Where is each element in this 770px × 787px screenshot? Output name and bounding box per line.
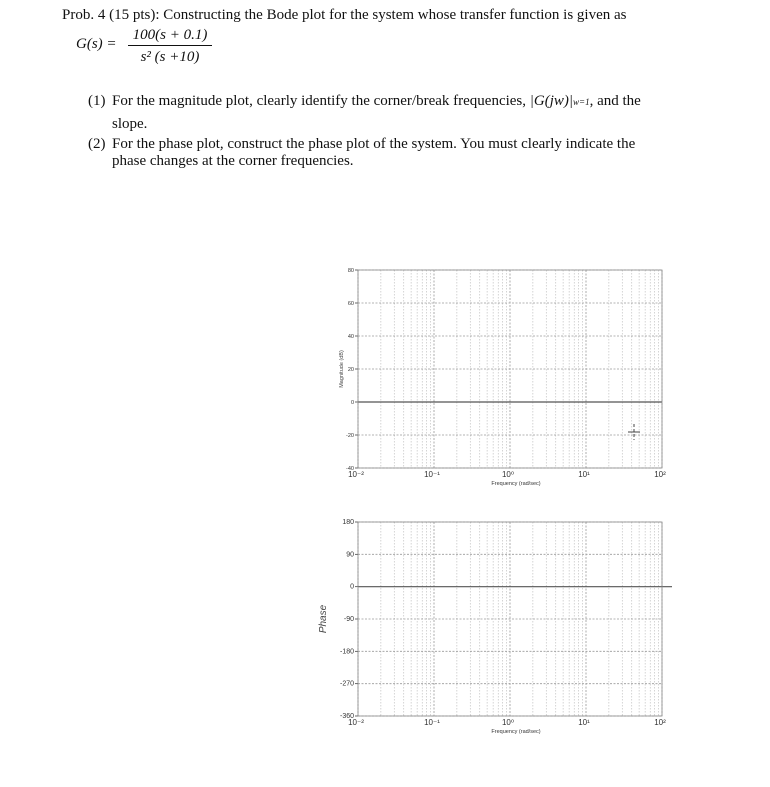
mag-xtick-label: 10⁻¹	[424, 470, 440, 479]
phase-xtick-label: 10⁻¹	[424, 718, 440, 727]
mag-xlabel: Frequency (rad/sec)	[491, 481, 541, 487]
mag-ylabel: Magnitude (dB)	[339, 350, 345, 388]
phase-ytick-label: 180	[342, 519, 354, 526]
mag-ytick-label: 80	[347, 268, 354, 274]
phase-ytick-label: -90	[343, 616, 354, 623]
phase-xtick-label: 10⁰	[501, 718, 515, 727]
mag-ytick-label: 0	[350, 400, 354, 406]
mag-ytick-label: 40	[347, 334, 354, 340]
phase-ytick-label: -180	[339, 648, 354, 656]
phase-ytick-label: -270	[339, 680, 354, 688]
phase-ytick-label: 0	[350, 583, 354, 591]
phase-xtick-label: 10⁻²	[348, 718, 364, 727]
phase-xlabel: Frequency (rad/sec)	[491, 729, 541, 735]
mag-xtick-label: 10²	[654, 470, 666, 479]
phase-ytick-label: -360	[339, 713, 354, 720]
mag-ytick-label: 20	[347, 367, 354, 373]
phase-ytick-label: 90	[346, 551, 354, 559]
problem-statement: Prob. 4 (15 pts): Constructing the Bode plot for the system whose transfer function is given as	[62, 7, 627, 23]
mag-xtick-label: 10⁻²	[348, 470, 364, 479]
phase-xtick-label: 10¹	[578, 718, 590, 727]
question-1-continuation: slope.	[112, 116, 148, 132]
question-2-text: For the phase plot, construct the phase plot of the system. You must clearly indicate the	[112, 136, 636, 152]
mag-xtick-label: 10⁰	[501, 470, 515, 479]
question-1-text-end: , and the	[589, 93, 641, 109]
mag-ytick-label: -40	[346, 466, 354, 472]
phase-xtick-label: 10²	[654, 718, 666, 727]
transfer-function-lhs: G(s) =	[76, 36, 117, 52]
numerator: 100(s + 0.1)	[132, 27, 208, 43]
question-1-text: For the magnitude plot, clearly identify the corner/break frequencies,	[112, 93, 527, 109]
phase-ylabel: Phase	[318, 604, 329, 634]
mag-ytick-label: 60	[347, 301, 354, 307]
mag-ytick-label: -20	[346, 433, 354, 439]
denominator: s² (s +10)	[140, 49, 200, 65]
magnitude-subscript: w=1	[573, 97, 590, 107]
question-2-continuation: phase changes at the corner frequencies.	[112, 153, 354, 169]
question-1-number: (1)	[88, 93, 106, 109]
mag-xtick-label: 10¹	[578, 470, 590, 479]
question-2-number: (2)	[88, 136, 106, 152]
magnitude-expression: |G(jw)|	[529, 93, 574, 109]
